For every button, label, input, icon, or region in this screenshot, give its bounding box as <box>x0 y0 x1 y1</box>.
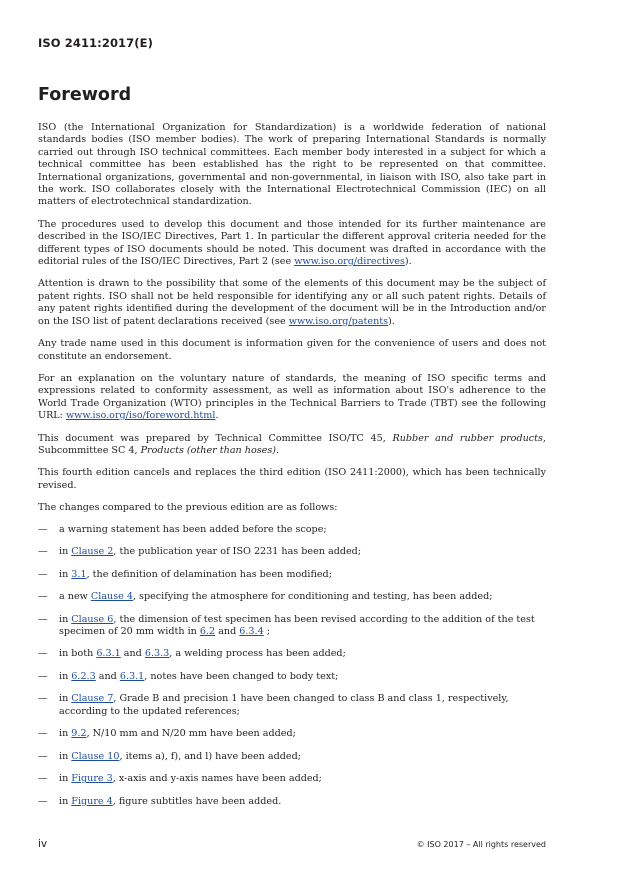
paragraph-procedures: The procedures used to develop this document and those intended for its further maintenance are described in the ISO/IEC Directives, Part 1. In particular the different approval criteria needed for the different types of ISO documents should be noted. This document was drafted in accordance with the editorial rules of the ISO/IEC Directives, Part 2 (see www.iso.org/directives). <box>38 218 546 268</box>
link-3-1[interactable]: 3.1 <box>71 568 87 580</box>
document-code: ISO 2411:2017(E) <box>38 36 153 50</box>
page-number: iv <box>38 838 48 850</box>
list-item: — in 9.2, N/10 mm and N/20 mm have been added; <box>38 728 296 740</box>
list-item: — in Clause 7, Grade B and precision 1 have been changed to class B and class 1, respectively, according to the updated references; <box>38 693 509 717</box>
link-6-3-4[interactable]: 6.3.4 <box>239 625 264 637</box>
list-item: — in Clause 6, the dimension of test specimen has been revised according to the addition of the test specimen of 20 mm width in 6.2 and 6.3.4 ; <box>38 613 535 637</box>
link-clause-10[interactable]: Clause 10 <box>71 750 120 762</box>
link-clause-2[interactable]: Clause 2 <box>71 546 114 558</box>
link-6-2-3[interactable]: 6.2.3 <box>71 670 96 682</box>
link-clause-4[interactable]: Clause 4 <box>90 591 133 603</box>
paragraph-voluntary-nature: For an explanation on the voluntary nature of standards, the meaning of ISO specific terms and expressions related to conformity assessment, as well as information about ISO's adherence to the World Trade Organization (WTO) principles in the Technical Barriers to Trade (TBT) see the following URL: www.iso.org/iso/foreword.html. <box>38 372 546 422</box>
paragraph-changes-intro: The changes compared to the previous edition are as follows: <box>38 502 338 514</box>
list-item: — in Figure 3, x-axis and y-axis names have been added; <box>38 773 322 785</box>
list-item: — a new Clause 4, specifying the atmosphere for conditioning and testing, has been added; <box>38 591 493 603</box>
paragraph-patents: Attention is drawn to the possibility that some of the elements of this document may be the subject of patent rights. ISO shall not be held responsible for identifying any or all such patent rights. Details of any patent rights identified during the development of the document will be in the Introduction and/or on the ISO list of patent declarations received (see www.iso.org/patents). <box>38 278 546 327</box>
link-6-3-3[interactable]: 6.3.3 <box>144 648 170 660</box>
list-item: — in Clause 10, items a), f), and l) have been added; <box>38 750 301 762</box>
link-figure-4[interactable]: Figure 4 <box>71 795 113 807</box>
link-clause-7[interactable]: Clause 7 <box>71 693 114 705</box>
link-6-3-1[interactable]: 6.3.1 <box>96 648 121 660</box>
link-6-2[interactable]: 6.2 <box>199 625 216 637</box>
paragraph-edition: This fourth edition cancels and replaces the third edition (ISO 2411:2000), which has been technically revised. <box>38 467 546 491</box>
paragraph-iso-intro: ISO (the International Organization for Standardization) is a worldwide federation of national standards bodies (ISO member bodies). The work of preparing International Standards is normally carried out through ISO technical committees. Each member body interested in a subject for which a technical committee has been established has the right to be represented on that committee. International organizations, governmental and non-governmental, in liaison with ISO, also take part in the work. ISO collaborates closely with the International Electrotechnical Commission (IEC) on all matters of electrotechnical standardization. <box>38 122 546 208</box>
list-item: — in 6.2.3 and 6.3.1, notes have been changed to body text; <box>38 670 339 682</box>
link-patents[interactable]: www.iso.org/patents <box>288 315 389 327</box>
list-item: — in Clause 2, the publication year of ISO 2231 has been added; <box>38 546 362 558</box>
paragraph-committee: This document was prepared by Technical Committee ISO/TC 45, Rubber and rubber products, Subcommittee SC 4, Products (other than hoses). <box>38 432 546 456</box>
paragraph-trade-name: Any trade name used in this document is information given for the convenience of users and does not constitute an endorsement. <box>38 338 546 362</box>
changes-list <box>38 524 546 809</box>
list-item: — in Figure 4, figure subtitles have been added. <box>38 795 282 807</box>
copyright-notice: © ISO 2017 – All rights reserved <box>416 840 546 849</box>
link-clause-6[interactable]: Clause 6 <box>71 613 114 625</box>
link-figure-3[interactable]: Figure 3 <box>71 773 113 785</box>
page-title: Foreword <box>38 85 132 105</box>
list-item: — in 3.1, the definition of delamination has been modified; <box>38 568 332 580</box>
foreword-body <box>38 122 546 818</box>
link-9-2[interactable]: 9.2 <box>71 728 87 740</box>
link-foreword[interactable]: www.iso.org/iso/foreword.html <box>65 410 216 422</box>
list-item: — in both 6.3.1 and 6.3.3, a welding process has been added; <box>38 648 346 660</box>
link-directives[interactable]: www.iso.org/directives <box>294 256 405 268</box>
link-6-3-1[interactable]: 6.3.1 <box>119 670 145 682</box>
list-item: — a warning statement has been added before the scope; <box>38 523 327 535</box>
